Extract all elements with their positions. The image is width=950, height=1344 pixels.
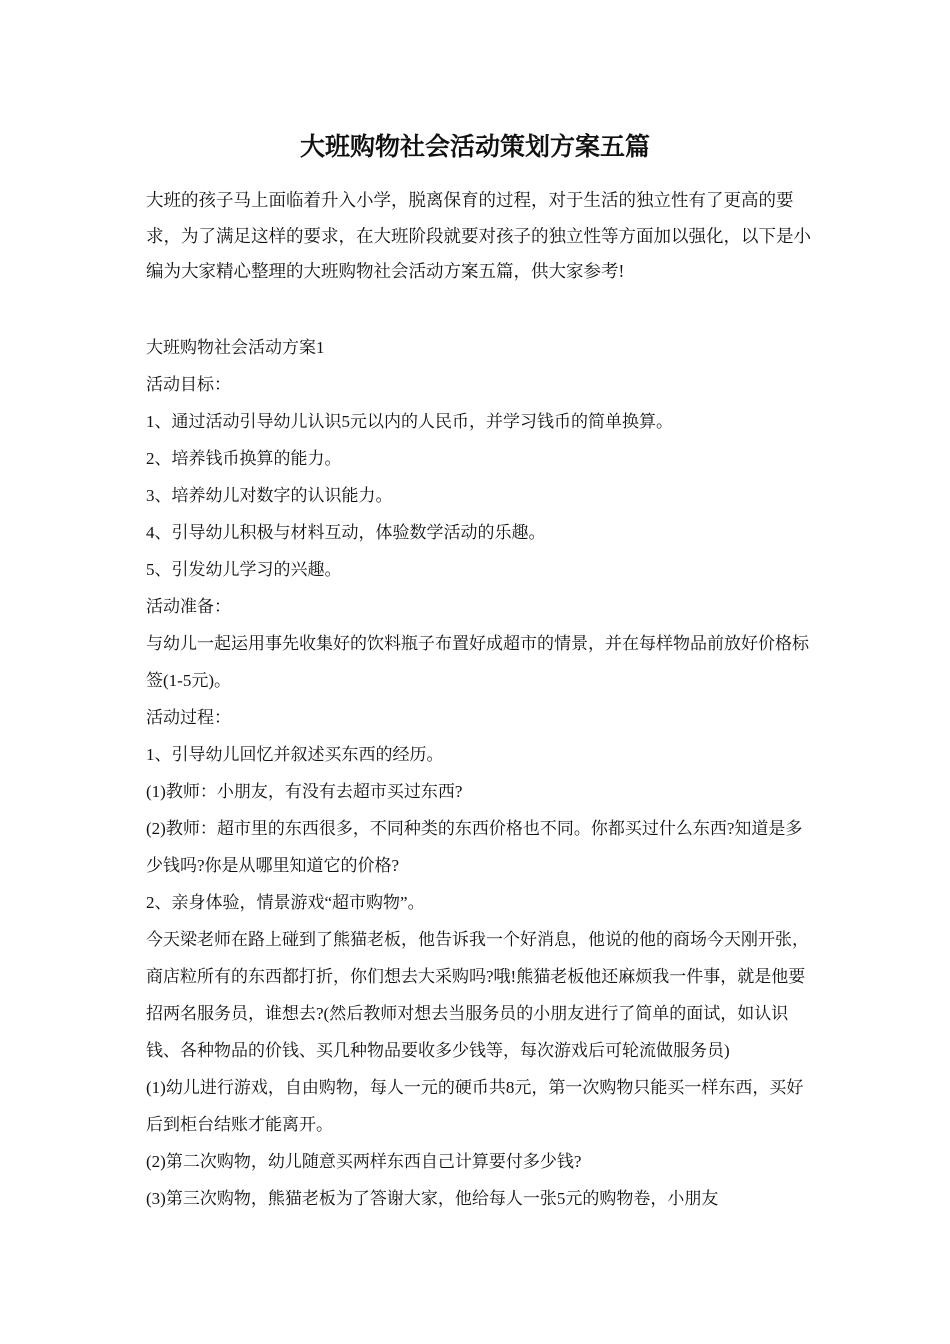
process-substep: (2)教师：超市里的东西很多，不同种类的东西价格也不同。你都买过什么东西?知道是多少钱吗?你是从哪里知道它的价格? xyxy=(146,819,803,875)
process-substep: (2)第二次购物，幼儿随意买两样东西自己计算要付多少钱? xyxy=(146,1152,582,1171)
process-step: 2、亲身体验，情景游戏“超市购物”。 xyxy=(146,893,425,912)
preparation-heading: 活动准备： xyxy=(146,597,231,616)
intro-paragraph: 大班的孩子马上面临着升入小学，脱离保育的过程，对于生活的独立性有了更高的要求，为了满足这样的要求，在大班阶段就要对孩子的独立性等方面加以强化，以下是小编为大家精心整理的大班购物社会活动方案五篇，供大家参考! xyxy=(146,190,811,281)
preparation-text: 与幼儿一起运用事先收集好的饮料瓶子布置好成超市的情景，并在每样物品前放好价格标签(1-5元)。 xyxy=(146,634,809,690)
goal-item: 4、引导幼儿积极与材料互动，体验数学活动的乐趣。 xyxy=(146,523,546,542)
process-heading: 活动过程： xyxy=(146,708,231,727)
story-paragraph: 今天梁老师在路上碰到了熊猫老板，他告诉我一个好消息，他说的他的商场今天刚开张，商店粒所有的东西都打折，你们想去大采购吗?哦!熊猫老板他还麻烦我一件事，就是他要招两名服务员，谁想去?(然后教师对想去当服务员的小朋友进行了简单的面试，如认识钱、各种物品的价钱、买几种物品要收多少钱等，每次游戏后可轮流做服务员) xyxy=(146,930,809,1060)
section-heading: 大班购物社会活动方案1 xyxy=(146,338,325,357)
process-step: 1、引导幼儿回忆并叙述买东西的经历。 xyxy=(146,745,444,764)
page-title: 大班购物社会活动策划方案五篇 xyxy=(299,134,650,161)
process-substep: (3)第三次购物，熊猫老板为了答谢大家，他给每人一张5元的购物卷，小朋友 xyxy=(146,1189,719,1208)
goal-item: 3、培养幼儿对数字的认识能力。 xyxy=(146,486,393,505)
goal-item: 2、培养钱币换算的能力。 xyxy=(146,449,342,468)
goal-item: 1、通过活动引导幼儿认识5元以内的人民币，并学习钱币的简单换算。 xyxy=(146,412,673,431)
goal-heading: 活动目标： xyxy=(146,375,231,394)
document-body xyxy=(146,329,818,1217)
process-substep: (1)教师：小朋友，有没有去超市买过东西? xyxy=(146,782,463,801)
goal-item: 5、引发幼儿学习的兴趣。 xyxy=(146,560,342,579)
process-substep: (1)幼儿进行游戏，自由购物，每人一元的硬币共8元，第一次购物只能买一样东西，买好后到柜台结账才能离开。 xyxy=(146,1078,804,1134)
